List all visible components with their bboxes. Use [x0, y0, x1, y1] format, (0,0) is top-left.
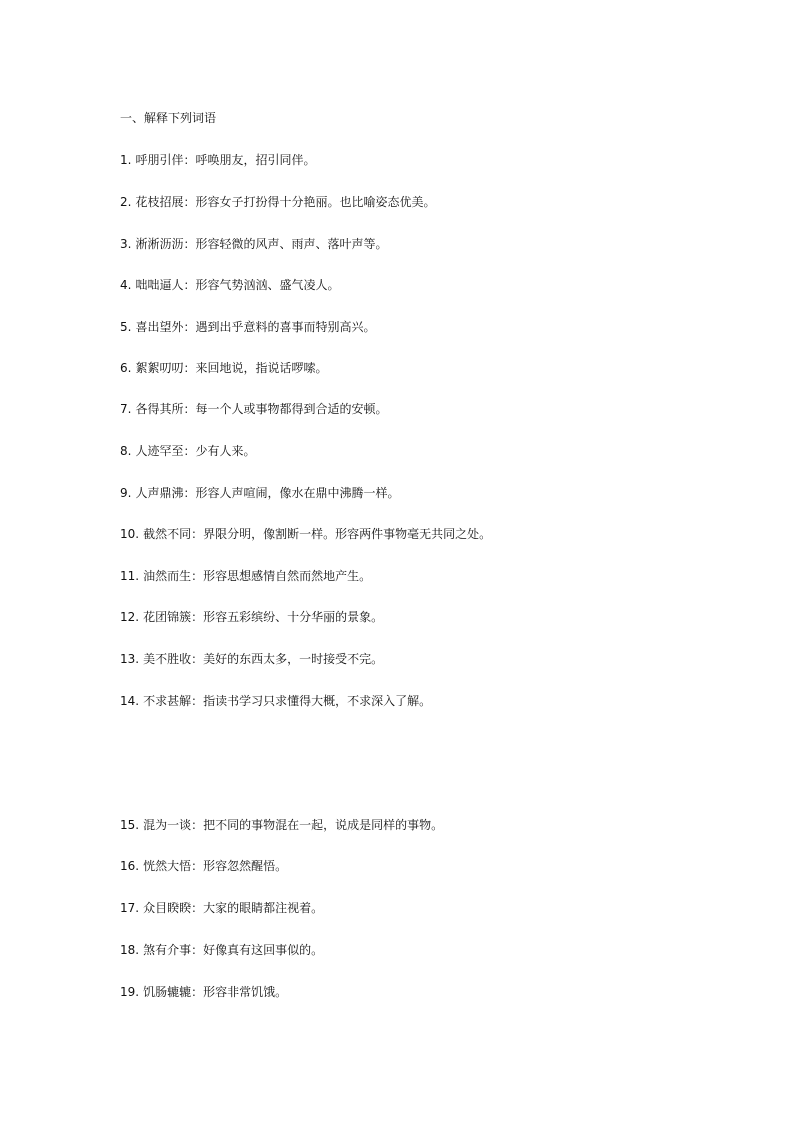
entry-term: 咄咄逼人 — [135, 278, 184, 292]
entry-definition: 形容轻微的风声、雨声、落叶声等。 — [195, 237, 388, 251]
entry-17 — [120, 900, 323, 916]
entry-term: 众目睽睽 — [143, 901, 192, 915]
entry-number: 13. — [120, 652, 140, 666]
entry-term: 饥肠辘辘 — [143, 985, 192, 999]
entry-separator: ： — [183, 402, 196, 416]
entry-term: 混为一谈 — [143, 818, 192, 832]
entry-number: 7. — [120, 402, 132, 416]
entry-number: 3. — [120, 237, 132, 251]
entry-2 — [120, 194, 436, 210]
entry-definition: 遇到出乎意料的喜事而特别高兴。 — [195, 320, 376, 334]
section-title: 一、解释下列词语 — [120, 111, 217, 125]
entry-7 — [120, 401, 388, 417]
entry-definition: 呼唤朋友，招引同伴。 — [195, 153, 316, 167]
entry-term: 煞有介事 — [143, 943, 192, 957]
entry-number: 19. — [120, 985, 140, 999]
entry-term: 不求甚解 — [143, 694, 192, 708]
entry-definition: 形容人声喧闹，像水在鼎中沸腾一样。 — [195, 486, 400, 500]
entry-definition: 好像真有这回事似的。 — [203, 943, 324, 957]
entry-definition: 指读书学习只求懂得大概，不求深入了解。 — [203, 694, 432, 708]
entry-separator: ： — [191, 610, 204, 624]
entry-term: 喜出望外 — [135, 320, 184, 334]
entry-definition: 形容五彩缤纷、十分华丽的景象。 — [203, 610, 384, 624]
entry-6 — [120, 360, 328, 376]
entry-separator: ： — [183, 320, 196, 334]
entry-number: 1. — [120, 153, 132, 167]
entry-term: 花团锦簇 — [143, 610, 192, 624]
entry-number: 18. — [120, 943, 140, 957]
entry-definition: 每一个人或事物都得到合适的安顿。 — [195, 402, 388, 416]
entry-separator: ： — [191, 652, 204, 666]
entry-5 — [120, 319, 376, 335]
entry-term: 人声鼎沸 — [135, 486, 184, 500]
entry-19 — [120, 984, 287, 1000]
entry-term: 油然而生 — [143, 569, 192, 583]
entry-separator: ： — [191, 694, 204, 708]
entry-16 — [120, 858, 287, 874]
entry-term: 淅淅沥沥 — [135, 237, 184, 251]
entry-definition: 大家的眼睛都注视着。 — [203, 901, 324, 915]
entry-separator: ： — [191, 818, 204, 832]
entry-term: 美不胜收 — [143, 652, 192, 666]
entry-separator: ： — [191, 569, 204, 583]
entry-number: 5. — [120, 320, 132, 334]
entry-number: 6. — [120, 361, 132, 375]
entry-15 — [120, 817, 443, 833]
entry-separator: ： — [191, 901, 204, 915]
entry-number: 11. — [120, 569, 140, 583]
entry-definition: 美好的东西太多，一时接受不完。 — [203, 652, 384, 666]
entry-term: 絮絮叨叨 — [135, 361, 184, 375]
entry-number: 14. — [120, 694, 140, 708]
entry-term: 呼朋引伴 — [135, 153, 184, 167]
entry-definition: 来回地说，指说话啰嗦。 — [195, 361, 328, 375]
entry-definition: 界限分明，像割断一样。形容两件事物毫无共同之处。 — [203, 527, 492, 541]
entry-number: 9. — [120, 486, 132, 500]
entry-separator: ： — [183, 237, 196, 251]
entry-1 — [120, 152, 316, 168]
entry-separator: ： — [183, 361, 196, 375]
entry-separator: ： — [183, 278, 196, 292]
entry-term: 花枝招展 — [135, 195, 184, 209]
entry-definition: 形容女子打扮得十分艳丽。也比喻姿态优美。 — [195, 195, 436, 209]
entry-separator: ： — [183, 444, 196, 458]
entry-number: 10. — [120, 527, 140, 541]
entry-number: 16. — [120, 859, 140, 873]
entry-8 — [120, 443, 256, 459]
entry-definition: 形容忽然醒悟。 — [203, 859, 288, 873]
entry-separator: ： — [183, 153, 196, 167]
entry-13 — [120, 651, 383, 667]
entry-definition: 少有人来。 — [195, 444, 256, 458]
entry-definition: 把不同的事物混在一起，说成是同样的事物。 — [203, 818, 444, 832]
entry-separator: ： — [191, 527, 204, 541]
entry-term: 人迹罕至 — [135, 444, 184, 458]
entry-definition: 形容思想感情自然而然地产生。 — [203, 569, 372, 583]
entry-separator: ： — [191, 859, 204, 873]
entry-12 — [120, 609, 383, 625]
entry-9 — [120, 485, 400, 501]
entry-separator: ： — [191, 943, 204, 957]
entry-3 — [120, 236, 388, 252]
entry-term: 截然不同 — [143, 527, 192, 541]
entry-separator: ： — [183, 486, 196, 500]
entry-number: 17. — [120, 901, 140, 915]
entry-number: 8. — [120, 444, 132, 458]
entry-number: 15. — [120, 818, 140, 832]
entry-11 — [120, 568, 371, 584]
entry-14 — [120, 693, 431, 709]
entry-number: 4. — [120, 278, 132, 292]
entry-18 — [120, 942, 323, 958]
entry-number: 12. — [120, 610, 140, 624]
entry-definition: 形容非常饥饿。 — [203, 985, 288, 999]
entry-definition: 形容气势汹汹、盛气凌人。 — [195, 278, 340, 292]
entry-separator: ： — [183, 195, 196, 209]
entry-10 — [120, 526, 491, 542]
entry-separator: ： — [191, 985, 204, 999]
entry-term: 恍然大悟 — [143, 859, 192, 873]
entry-4 — [120, 277, 340, 293]
entry-number: 2. — [120, 195, 132, 209]
entry-term: 各得其所 — [135, 402, 184, 416]
